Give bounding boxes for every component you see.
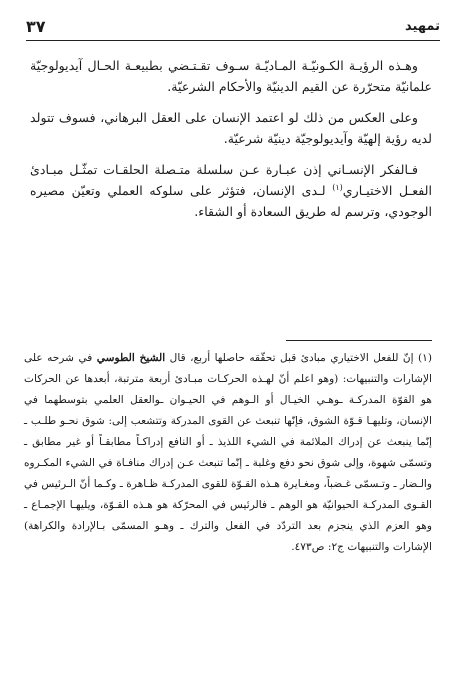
header-rule [26,40,440,41]
paragraph-1: وهـذه الرؤيـة الكـونيّـة المـاديّـة سـوف تقـتـضي بطبيعـة الحـال آيديولوجيّة علمانيّة متحرّرة عن القيم الدينيّة والأحكام الشرعيّة. [30,58,432,94]
footnote-text: في شرحه على الإشارات والتنبيهات: (وهو اعلم أنّ لهـذه الحركـات مبـادئ أربعة مترتبة، أبعدها عن الحركات هو القوّة المدركـة ـوهـي الخيـال أو الـوهم في الحيـوان ـوالعقل العلمي بتوسطهما في الإنسان، وتليهـا قـوّة الشوق، فإنّها تنبعث عن القوى المدركة وتتشعب إلى: شوق نحـو طلـب ـ إنّما ينبعث عن إدراك الملائمة في الشيء اللذيذ ـ أو النافع إدراكـاً مطابقـاً أو غير مطابق ـ وتسمّى شهوة، وإلى شوق نحو دفع وغلبة ـ إنّما تنبعث عـن إدراك منافـاة في الشيء المكـروه والـضار ـ وتـسمّى غـضباً، ومغـايرة هـذه القـوّة للقوى المدركـة ظـاهرة ـ وكـما أنّ الـرئيس في القـوى المدركـة الحيوانيّة هو الوهم ـ فالرئيس في المحرّكة هو هـذه القـوّة، ويليهـا الإجمـاع ـ وهو العزم الذي ينجزم بعد التردّد في الفعل والترك ـ وهـو المسمّى بـالإرادة والكراهة) الإشارات والتنبيهات ج٢: ص٤٧٣. [24,352,432,553]
paragraph-3-end: لـدى الإنسان، فتؤثر على سلوكه العملي وتعيّن مصيره الوجودي، وترسم له طريق السعادة أو الشقاء. [30,183,432,219]
footnote-intro: (١) إنّ للفعل الاختياري مبادئ قبل تحقّقه حاصلها أربع، قال [165,352,432,364]
paragraph-3-start: فـالفكر الإنسـاني إذن عبـارة عـن سلسلة متـصلة الحلقـات تمثّـل مبـادئ الفعـل الاختيـاري [30,162,433,198]
page-number: ٣٧ [26,16,46,36]
footnote-1 [24,348,432,558]
footnote-author: الشيخ الطوسي [96,352,166,364]
page-header [26,14,440,38]
paragraph-2: وعلى العكس من ذلك لو اعتمد الإنسان على العقل البرهاني، فسوف تتولد لديه رؤية إلهيّة وآيديولوجيّة دينيّة شرعيّة. [30,110,432,146]
main-text [30,55,432,232]
paragraph-3 [30,159,432,222]
footnote-reference[interactable]: (١) [332,182,343,192]
footnotes [24,348,432,558]
section-title: تمهيد [405,18,440,34]
footnote-separator [286,340,432,341]
